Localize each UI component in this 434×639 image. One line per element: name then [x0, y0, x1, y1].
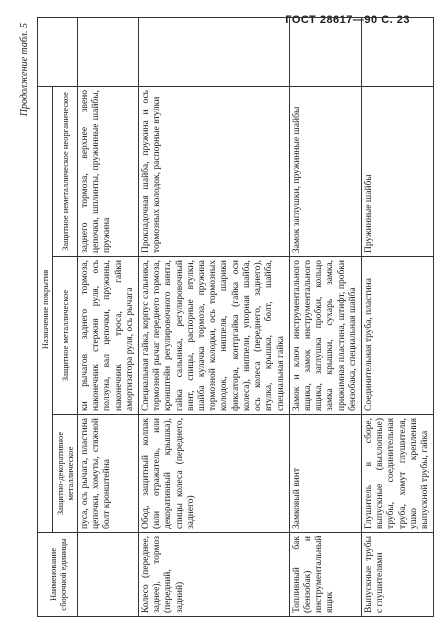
- cell-metallic: Специальная гайка, корпус сальника, тормозной рычаг переднего тормоза, кронштейн регулировочного винта, гайка сальника, регулировочный винт, спицы, распорные втулки, шайба кулачка тормоза, пружина тормозной колодки, ось тормозных колодок, ниппеля, шарики фиксатора, контргайка (гайка оси колеса), ниппели, упорная шайба, ось колеса (переднего, заднего), втулка, крышка, болт, шайба, специальная гайка: [139, 257, 290, 415]
- header-coating-purpose: Назначение покрытия: [38, 86, 53, 532]
- cell-metallic: Соединительная труба, пластина: [361, 257, 433, 415]
- cell-nonmetallic: Пружинные шайбы: [361, 86, 433, 256]
- header-protective-metallic: Защитное металлическое: [53, 257, 78, 415]
- table-row: [289, 18, 361, 617]
- table-continuation-label: Продолжение табл. 5: [19, 23, 30, 117]
- cell-decorative: пуса, ось рычага, пластина цепочки, хомуты, стяжной болт кронштейна: [78, 415, 139, 533]
- cell-assembly-name: Топливный бак (бензобак) и инструментальный ящик: [289, 533, 361, 617]
- cell-assembly-name: Колесо (переднее, заднее), тормоз (передний, задний): [139, 533, 290, 617]
- header-assembly-name: Наименование сборочной единицы: [38, 533, 78, 617]
- cell-nonmetallic: Прокладочная шайба, пружина и ось тормозных колодок, распорные втулки: [139, 86, 290, 256]
- cell-assembly-name: Выпускные трубы с глушителями: [361, 533, 433, 617]
- table-row: [361, 18, 433, 617]
- table-row: [139, 18, 290, 617]
- header-protective-nonmetallic: Защитное неметаллическое неорганическое: [53, 86, 78, 256]
- header-protective-decorative: Защитно-декоративное металлическое: [53, 415, 78, 533]
- cell-decorative: Глушитель в сборе, выпускные (выхлопные) трубы, соединительная труба, хомут глушителя, ушко крепления выпускной трубы, гайка: [361, 415, 433, 533]
- coatings-table: [37, 17, 434, 617]
- table-row: [78, 18, 139, 617]
- cell-nonmetallic: Замок заглушки, пружинные шайбы: [289, 86, 361, 256]
- cell-metallic: Замок и ключ инструментального ящика, замок инструментального ящика, заглушка пробки, кольцо замка крышки, сухарь замка, прижимная пластина, штифт, пробки бензобака, специальная шайба: [289, 257, 361, 415]
- header-filler: [38, 18, 78, 87]
- cell-assembly-name: [78, 533, 139, 617]
- cell-metallic: ки рычагов заднего тормоза, наконечник стержня руля, ось ползуна, вал цепочки, пружины, наконечник троса, гайки амортизатора руля, ось рычага: [78, 257, 139, 415]
- cell-decorative: Обод, защитный колпак (или отражатель, или декоративный крышка), спицы колеса (переднего, заднего): [139, 415, 290, 533]
- cell-nonmetallic: заднего тормоза, верхнее звено цепочки, шплинты, пружинные шайбы, пружина: [78, 86, 139, 256]
- rotated-page-content: [15, 17, 430, 617]
- cell-decorative: Замковый винт: [289, 415, 361, 533]
- page-header: ГОСТ 28617—90 С. 23: [285, 14, 410, 26]
